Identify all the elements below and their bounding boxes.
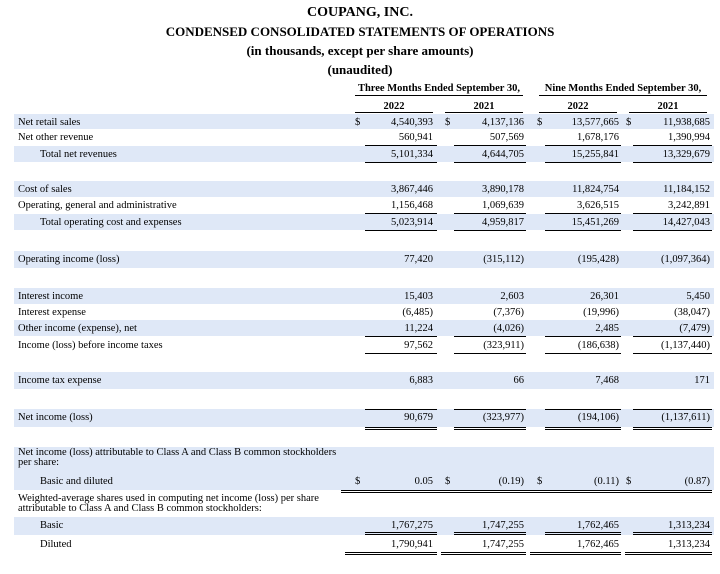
value-q-2021: 1,747,255 bbox=[482, 539, 524, 550]
value-9m-2022: 1,762,465 bbox=[577, 539, 619, 550]
value-q-2022: 77,420 bbox=[404, 254, 433, 265]
value-q-2022: 5,101,334 bbox=[391, 149, 433, 160]
row-label: Net other revenue bbox=[18, 132, 94, 143]
currency-symbol: $ bbox=[626, 476, 632, 487]
statement-title: CONDENSED CONSOLIDATED STATEMENTS OF OPERATIONS bbox=[165, 24, 555, 39]
value-q-2022: 97,562 bbox=[404, 340, 433, 351]
row-label: Net retail sales bbox=[18, 117, 81, 128]
table-row-net-retail-sales bbox=[14, 114, 714, 129]
table-row-income-tax bbox=[14, 372, 714, 389]
three-months-header: Three Months Ended September 30, bbox=[355, 83, 523, 96]
value-q-2021: (323,911) bbox=[483, 340, 524, 351]
value-q-2022: 3,867,446 bbox=[391, 184, 433, 195]
row-label: Net income (loss) attributable to Class A and Class B common stockholders per share: bbox=[18, 447, 337, 468]
currency-symbol: $ bbox=[445, 476, 451, 487]
row-label: Total operating cost and expenses bbox=[40, 217, 182, 228]
value-9m-2021: (0.87) bbox=[684, 476, 710, 487]
row-label: Other income (expense), net bbox=[18, 323, 137, 334]
value-q-2021: 2,603 bbox=[500, 291, 524, 302]
value-q-2021: 1,069,639 bbox=[482, 200, 524, 211]
value-q-2021: 3,890,178 bbox=[482, 184, 524, 195]
value-q-2021: 4,959,817 bbox=[482, 217, 524, 228]
row-label: Income tax expense bbox=[18, 375, 102, 386]
table-row-total-opex bbox=[14, 214, 714, 230]
row-label: Interest expense bbox=[18, 307, 86, 318]
statement-subtitle: (in thousands, except per share amounts) bbox=[246, 43, 474, 58]
row-label: Cost of sales bbox=[18, 184, 72, 195]
table-row-net-other-revenue bbox=[14, 129, 714, 144]
value-q-2022: 15,403 bbox=[404, 291, 433, 302]
value-9m-2021: 3,242,891 bbox=[668, 200, 710, 211]
value-q-2022: 6,883 bbox=[409, 375, 433, 386]
value-9m-2022: (0.11) bbox=[594, 476, 619, 487]
currency-symbol: $ bbox=[355, 476, 361, 487]
table-row-eps-heading bbox=[14, 447, 714, 473]
value-q-2021: 4,644,705 bbox=[482, 149, 524, 160]
value-9m-2021: 13,329,679 bbox=[662, 149, 710, 160]
company-name: COUPANG, INC. bbox=[307, 5, 413, 20]
value-9m-2021: 11,938,685 bbox=[663, 117, 710, 128]
table-row-cost-of-sales bbox=[14, 181, 714, 197]
currency-symbol: $ bbox=[445, 117, 451, 128]
row-label: Total net revenues bbox=[40, 149, 117, 160]
value-9m-2022: 1,762,465 bbox=[577, 520, 619, 531]
value-9m-2021: (7,479) bbox=[679, 323, 710, 334]
value-q-2022: 1,767,275 bbox=[391, 520, 433, 531]
value-q-2022: 4,540,393 bbox=[391, 117, 433, 128]
value-9m-2021: 1,313,234 bbox=[668, 539, 710, 550]
value-q-2022: (6,485) bbox=[402, 307, 433, 318]
value-q-2022: 1,156,468 bbox=[391, 200, 433, 211]
value-9m-2021: (38,047) bbox=[674, 307, 710, 318]
value-q-2021: 4,137,136 bbox=[482, 117, 524, 128]
currency-symbol: $ bbox=[537, 476, 543, 487]
table-row-eps-basic-diluted bbox=[14, 473, 714, 490]
value-q-2021: (0.19) bbox=[498, 476, 524, 487]
value-9m-2022: (186,638) bbox=[577, 340, 619, 351]
value-q-2021: (7,376) bbox=[493, 307, 524, 318]
row-label: Basic and diluted bbox=[40, 476, 113, 487]
value-q-2022: 560,941 bbox=[398, 132, 433, 143]
value-9m-2021: 5,450 bbox=[686, 291, 710, 302]
value-9m-2022: 3,626,515 bbox=[577, 200, 619, 211]
value-9m-2022: (195,428) bbox=[577, 254, 619, 265]
value-9m-2021: 1,313,234 bbox=[668, 520, 710, 531]
nine-months-header: Nine Months Ended September 30, bbox=[539, 83, 707, 96]
table-row-operating-income bbox=[14, 251, 714, 268]
value-9m-2022: 7,468 bbox=[595, 375, 619, 386]
value-9m-2022: 1,678,176 bbox=[577, 132, 619, 143]
value-q-2021: (315,112) bbox=[483, 254, 524, 265]
year-header-q-2021: 2021 bbox=[445, 101, 523, 113]
value-q-2021: (4,026) bbox=[493, 323, 524, 334]
value-9m-2021: 11,184,152 bbox=[663, 184, 710, 195]
value-9m-2021: (1,137,440) bbox=[661, 340, 710, 351]
row-label: Interest income bbox=[18, 291, 84, 302]
value-9m-2022: (19,996) bbox=[583, 307, 619, 318]
value-9m-2022: 15,255,841 bbox=[571, 149, 619, 160]
table-row-opex-ga bbox=[14, 197, 714, 213]
table-row-total-net-revenues bbox=[14, 146, 714, 162]
value-9m-2021: (1,097,364) bbox=[661, 254, 710, 265]
value-9m-2021: 14,427,043 bbox=[662, 217, 710, 228]
currency-symbol: $ bbox=[537, 117, 543, 128]
value-q-2021: 1,747,255 bbox=[482, 520, 524, 531]
value-q-2021: 66 bbox=[513, 375, 524, 386]
row-label: Income (loss) before income taxes bbox=[18, 340, 163, 351]
value-q-2022: 0.05 bbox=[414, 476, 433, 487]
row-label: Diluted bbox=[40, 539, 72, 550]
currency-symbol: $ bbox=[355, 117, 361, 128]
row-label: Weighted-average shares used in computing net income (loss) per share attributable to Class A and Class B common stockholders: bbox=[18, 493, 319, 514]
value-q-2021: 507,569 bbox=[489, 132, 524, 143]
table-row-shares-diluted bbox=[14, 536, 714, 553]
value-q-2022: 11,224 bbox=[404, 323, 433, 334]
table-row-interest-income bbox=[14, 288, 714, 304]
currency-symbol: $ bbox=[626, 117, 632, 128]
value-9m-2021: (1,137,611) bbox=[661, 412, 710, 423]
value-q-2021: (323,977) bbox=[482, 412, 524, 423]
value-9m-2021: 1,390,994 bbox=[668, 132, 710, 143]
value-9m-2022: 13,577,665 bbox=[571, 117, 619, 128]
unaudited-note: (unaudited) bbox=[327, 62, 393, 77]
year-header-q-2022: 2022 bbox=[355, 101, 433, 113]
value-q-2022: 1,790,941 bbox=[391, 539, 433, 550]
row-label: Basic bbox=[40, 520, 64, 531]
year-header-9m-2021: 2021 bbox=[629, 101, 707, 113]
table-row-net-income bbox=[14, 409, 714, 427]
value-9m-2022: 26,301 bbox=[590, 291, 619, 302]
value-q-2022: 5,023,914 bbox=[391, 217, 433, 228]
value-9m-2022: 2,485 bbox=[595, 323, 619, 334]
table-row-other-income bbox=[14, 320, 714, 336]
row-label: Operating income (loss) bbox=[18, 254, 120, 265]
row-label: Net income (loss) bbox=[18, 412, 93, 423]
table-row-interest-expense bbox=[14, 304, 714, 320]
value-9m-2021: 171 bbox=[694, 375, 710, 386]
row-label: Operating, general and administrative bbox=[18, 200, 177, 211]
value-q-2022: 90,679 bbox=[404, 412, 433, 423]
table-row-income-before-tax bbox=[14, 337, 714, 353]
year-header-9m-2022: 2022 bbox=[539, 101, 617, 113]
value-9m-2022: (194,106) bbox=[577, 412, 619, 423]
value-9m-2022: 15,451,269 bbox=[571, 217, 619, 228]
table-row-shares-heading bbox=[14, 493, 714, 515]
value-9m-2022: 11,824,754 bbox=[572, 184, 619, 195]
